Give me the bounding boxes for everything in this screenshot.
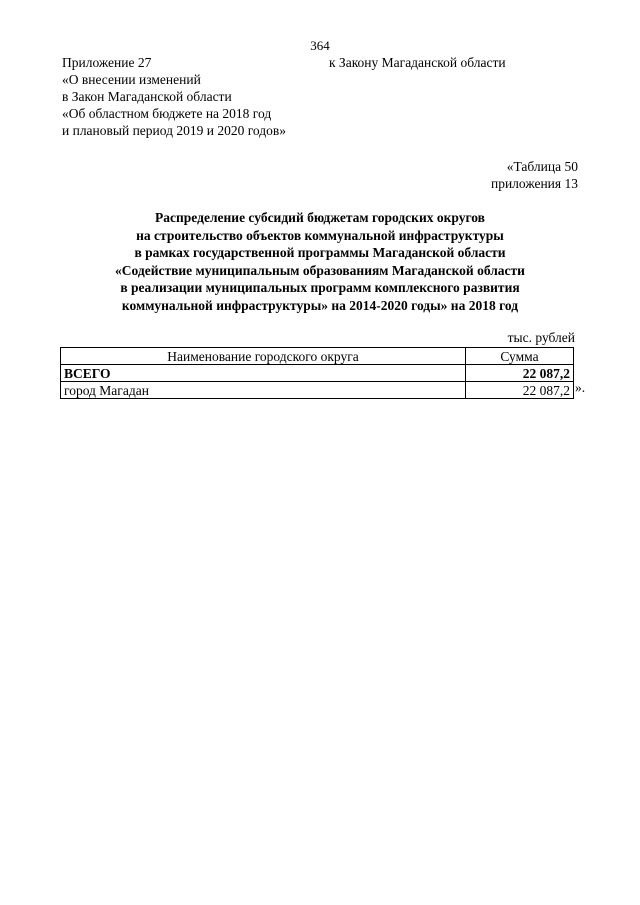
subsidy-table	[60, 347, 574, 399]
annex-line: в Закон Магаданской области	[62, 89, 232, 104]
title-line: Распределение субсидий бюджетам городских округов	[155, 210, 485, 225]
title-line: коммунальной инфраструктуры» на 2014-2020 годы» на 2018 год	[121, 297, 519, 313]
annex-line: и плановый период 2019 и 2020 годов»	[62, 123, 287, 138]
title-line: на строительство объектов коммунальной инфраструктуры	[136, 227, 504, 243]
table-header-row	[61, 348, 574, 365]
table-row	[61, 382, 574, 399]
header-amount: Сумма	[466, 348, 574, 365]
annex-block	[62, 54, 286, 139]
title-line: в реализации муниципальных программ комплексного развития	[120, 280, 520, 295]
table-reference-line: приложения 13	[490, 176, 578, 191]
table-total-row	[61, 365, 574, 382]
district-name: город Магадан	[61, 382, 466, 399]
title-line: в рамках государственной программы Магаданской области	[134, 245, 506, 260]
total-label: ВСЕГО	[61, 365, 466, 382]
annex-line: «О внесении изменений	[62, 72, 201, 87]
title-line: «Содействие муниципальным образованиям Магаданской области	[115, 262, 525, 278]
units-label: тыс. рублей	[507, 330, 575, 345]
table-reference-line: «Таблица 50	[506, 159, 578, 174]
district-amount: 22 087,2	[466, 382, 574, 399]
table-reference	[491, 158, 578, 192]
page-number: 364	[310, 38, 330, 53]
annex-line: Приложение 27	[62, 55, 152, 70]
document-title	[0, 209, 640, 314]
closing-quote: ».	[575, 380, 586, 395]
annex-line: «Об областном бюджете на 2018 год	[62, 106, 272, 121]
total-value: 22 087,2	[466, 365, 574, 382]
header-district-name: Наименование городского округа	[61, 348, 466, 365]
law-reference: к Закону Магаданской области	[329, 55, 506, 70]
